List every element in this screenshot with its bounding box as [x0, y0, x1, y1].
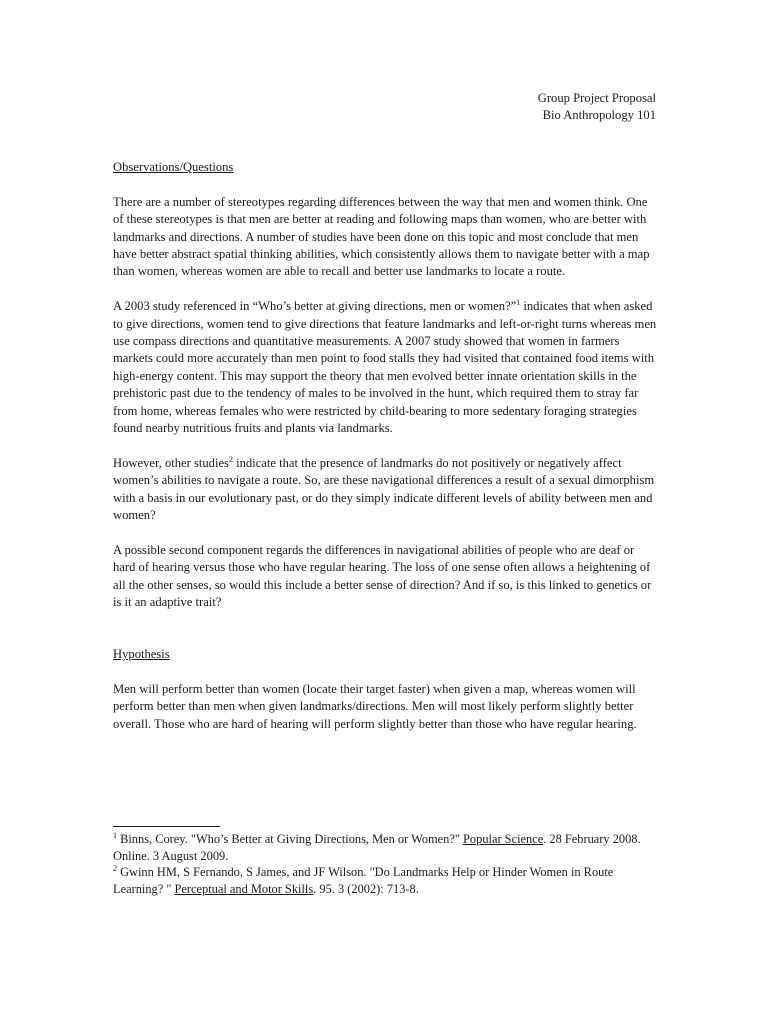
paragraph-text: indicates that when asked to give directions, women tend to give directions that feature landmarks and left-or-right turns whereas men use compass directions and quantitative measurements. A 2007 study showed that women in farmers markets could more accurately than men point to food stalls they had visited that contained food items with high-energy content. This may support the theory that men evolved better innate orientation skills in the prehistoric past due to the tendency of males to be involved in the hunt, which required them to stray far from home, whereas females who were restricted by child-bearing to more sedentary foraging strategies found nearby nutritious fruits and plants via landmarks.: [113, 299, 657, 436]
paragraph-text: indicate that the presence of landmarks do not positively or negatively affect women’s abilities to navigate a route. So, are these navigational differences a result of a sexual dimorphism with a basis in our evolutionary past, or do they simply indicate different levels of ability between men and women?: [113, 455, 655, 523]
hypothesis-heading: Hypothesis: [113, 647, 170, 662]
footnote-source-title: Popular Science: [463, 832, 544, 846]
paragraph-text: However, other studies: [113, 455, 229, 470]
paragraph-stereotypes: There are a number of stereotypes regarding differences between the way that men and women think. One of these stereotypes is that men are better at reading and following maps than women, who are better with landmarks and directions. A number of studies have been done on this topic and most conclude that men have better abstract spatial thinking abilities, which consistently allows them to navigate better with a map than women, whereas women are able to recall and better use landmarks to locate a route.: [113, 194, 650, 279]
document-header: [538, 90, 656, 125]
footnote-text: Gwinn HM, S Fernando, S James, and JF Wilson. "Do Landmarks Help or Hinder Women in Route Learning? ": [113, 865, 614, 896]
paragraph-2003-study: [113, 298, 657, 437]
footnote-ref-2: 2: [228, 454, 233, 464]
paragraph-hypothesis: Men will perform better than women (locate their target faster) when given a map, whereas women will perform better than men when given landmarks/directions. Men will most likely perform slightly better overall. Those who are hard of hearing will perform slightly better than those who have regular hearing.: [113, 682, 637, 731]
header-course: Bio Anthropology 101: [542, 108, 656, 123]
document-body: [113, 159, 657, 751]
header-title: Group Project Proposal: [537, 91, 656, 105]
footnote-number: 1: [113, 831, 117, 840]
paragraph-hearing: A possible second component regards the differences in navigational abilities of people who are deaf or hard of hearing versus those who have regular hearing. The loss of one sense often allows a heightening of all the other senses, so would this include a better sense of direction? And if so, is this linked to genetics or is it an adaptive trait?: [113, 542, 652, 610]
paragraph-other-studies: [113, 455, 657, 525]
footnote-text: . 95. 3 (2002): 713-8.: [313, 881, 419, 896]
footnote-ref-1: 1: [516, 298, 521, 308]
footnote-text: Binns, Corey. "Who’s Better at Giving Directions, Men or Women?": [117, 832, 464, 846]
footnote-divider: [113, 826, 220, 827]
footnote-source-title: Perceptual and Motor Skills: [174, 881, 314, 896]
observations-heading: Observations/Questions: [113, 160, 234, 174]
spacer: [113, 629, 657, 646]
paragraph-text: A 2003 study referenced in “Who’s better at giving directions, men or women?”: [113, 299, 517, 314]
footnote-number: 2: [113, 864, 117, 874]
footnote-text: . 28 February 2008. Online. 3 August 2009.: [113, 832, 641, 863]
footnotes: [113, 826, 657, 897]
footnote-1: [113, 831, 657, 864]
footnote-2: [113, 864, 657, 897]
